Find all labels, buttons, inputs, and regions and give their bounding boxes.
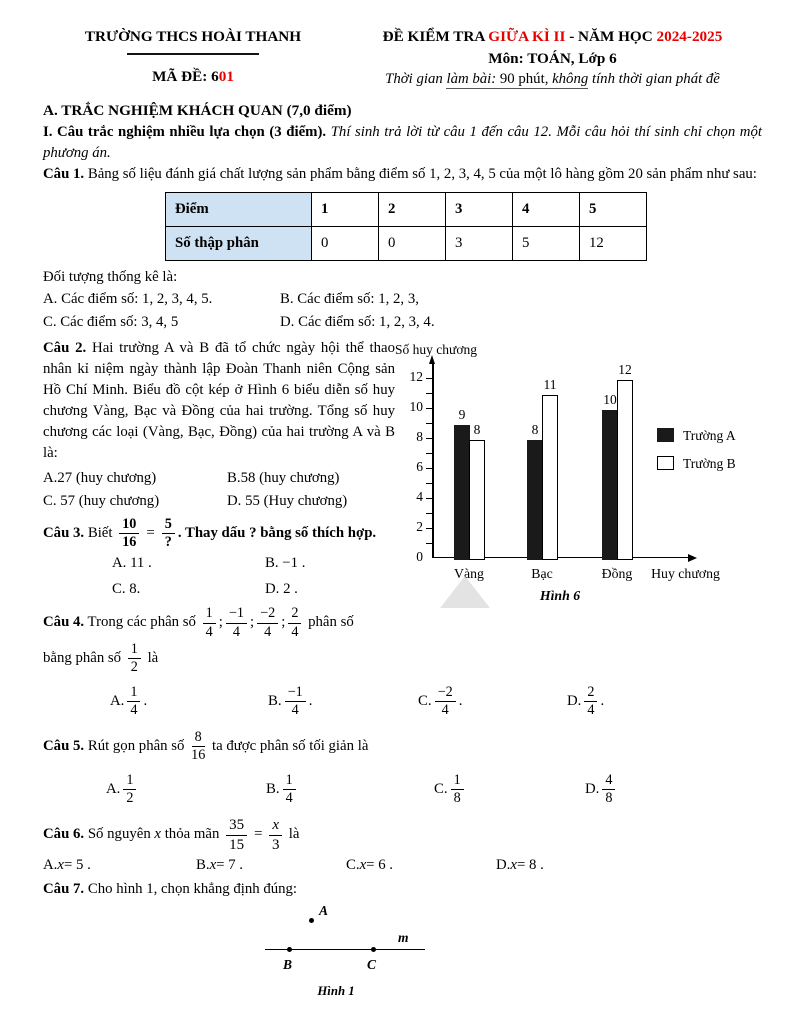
bar-value-label: 10 [603,392,617,408]
q4-option-a: A. $\frac{1}{4}$ . [110,683,148,719]
x-category-label: Bạc [531,565,553,581]
fraction: $\frac{5}{?}$ [162,517,175,551]
q4-option-d: D. $\frac{2}{4}$ . [567,683,605,719]
section-a-title: A. TRẮC NGHIỆM KHÁCH QUAN (7,0 điểm) [43,102,352,120]
q5-option-b: B. $\frac{1}{4}$ [266,763,299,815]
chart-y-ticks [426,378,432,544]
q3-option-c: C. 8. [112,580,141,597]
q3-option-a: A. 11 . [112,554,152,571]
q1-statement: Câu 1. Bảng số liệu đánh giá chất lượng sản phẩm bằng điểm số 1, 2, 3, 4, 5 của một lô hàng gồm 20 sản phẩm như sau: [43,165,757,182]
bar-truong-b-bac [542,395,558,560]
q3-option-d: D. 2 . [265,580,298,597]
q6-option-d: D. x = 8 . [496,857,544,874]
chart-y-axis-label: Số huy chương [395,341,477,357]
q1-prompt: Đối tượng thống kê là: [43,268,178,285]
fraction: $\frac{4}{8}$ [602,773,615,807]
legend-swatch-black [657,428,674,442]
x-tick [557,550,558,559]
header-divider [127,53,259,55]
point-b-dot [287,947,292,952]
chart-caption: Hình 6 [539,587,581,603]
q2-option-d: D. 55 (Huy chương) [227,492,348,509]
chart-y-axis [432,364,434,558]
chart-x-axis-label: Huy chương [651,565,720,581]
x-category-label: Đồng [601,565,633,581]
q5-option-c: C. $\frac{1}{8}$ [434,763,467,815]
legend-item-truong-a: Trường A [657,426,736,445]
q4-statement-line2: bằng phân số $\frac{1}{2}$ là [43,641,159,676]
y-tick-label: 8 [416,428,423,444]
q3-option-b: B. −1 . [265,554,306,571]
q1-option-a: A. Các điểm số: 1, 2, 3, 4, 5. [43,290,213,307]
fraction: $\frac{-1}{4}$ [285,685,306,719]
point-a-dot [309,918,314,923]
fraction: $\frac{1}{2}$ [128,642,141,676]
chart-y-axis-arrow [429,355,435,364]
point-c-dot [371,947,376,952]
bar-truong-a-vang [454,425,470,560]
fraction: $\frac{2}{4}$ [584,685,597,719]
q1-options-row1 [43,288,762,311]
point-a-label: A [319,902,329,918]
q2-options-row1 [43,467,395,490]
x-tick [484,550,485,559]
q5-option-a: A. $\frac{1}{2}$ [106,763,139,815]
legend-swatch-white [657,456,674,470]
legend-item-truong-b: Trường B [657,454,736,473]
point-b-label: B [283,956,293,972]
q1-option-b: B. Các điểm số: 1, 2, 3, [280,290,419,307]
fraction: $\frac{x}{3}$ [269,817,282,852]
q4-option-c: C. $\frac{-2}{4}$ . [418,683,463,719]
q3-options-row2 [43,576,395,602]
q2-option-c: C. 57 (huy chương) [43,492,160,509]
table-row: Số thập phân 0 0 3 5 12 [166,226,647,260]
y-tick-label: 0 [416,548,423,564]
bar-value-label: 8 [473,422,481,438]
fraction: $\frac{1}{8}$ [451,773,464,807]
fraction: $\frac{1}{4}$ [127,685,140,719]
q1-options-row2 [43,311,762,334]
bar-truong-a-bac [527,440,543,560]
q1-score-table [165,192,647,261]
header [43,26,762,90]
x-category-label: Vàng [454,565,484,581]
fraction: $\frac{10}{16}$ [119,517,139,551]
q3-statement: Câu 3. Biết $\frac{10}{16}$ = $\frac{5}{?}$ . Thay dấu ? bằng số thích hợp. [43,515,377,551]
q5-options-row [43,763,762,815]
line-m-label: m [398,929,409,945]
fraction: $\frac{2}{4}$ [288,606,301,640]
point-c-label: C [367,956,377,972]
header-left [43,26,343,90]
chart-legend [657,426,736,482]
q2-option-a: A.27 (huy chương) [43,469,157,486]
math-var-x: x [154,826,161,843]
exam-code: MÃ ĐỀ: 601 [152,67,234,85]
fraction: $\frac{1}{4}$ [203,606,216,640]
section-i-instructions: I. Câu trắc nghiệm nhiều lựa chọn (3 điểm). Thí sinh trả lời từ câu 1 đến câu 12. Mỗi câu hỏi thí sinh chỉ chọn một phương án. [43,123,762,161]
y-tick-label: 4 [416,488,423,504]
bar-value-label: 8 [531,422,539,438]
fraction: $\frac{1}{2}$ [123,773,136,807]
q2-options-row2 [43,490,395,513]
q1-option-d: D. Các điểm số: 1, 2, 3, 4. [280,313,435,330]
figure-caption: Hình 1 [317,983,355,998]
q4-option-b: B. $\frac{-1}{4}$ . [268,683,313,719]
q5-option-d: D. $\frac{4}{8}$ [585,763,618,815]
q2-chart-hinh6 [395,338,762,618]
q2-option-b: B.58 (huy chương) [227,469,340,486]
figure-hinh1 [43,902,762,998]
fraction: $\frac{1}{4}$ [283,773,296,807]
bar-value-label: 11 [543,377,557,393]
y-tick-label: 10 [409,398,423,414]
q1-option-c: C. Các điểm số: 3, 4, 5 [43,313,179,330]
fraction: $\frac{-2}{4}$ [435,685,456,719]
bar-truong-a-dong [602,410,618,560]
q6-statement: Câu 6. Số nguyên x thỏa mãn $\frac{35}{15}$ = $\frac{x}{3}$ là [43,817,300,853]
fraction: $\frac{-1}{4}$ [226,606,247,640]
header-right [343,26,762,90]
bar-value-label: 9 [458,407,466,423]
q6-option-a: A. x = 5 . [43,857,91,874]
q4-options-row [43,676,762,728]
fraction: $\frac{-2}{4}$ [257,606,278,640]
q7-statement: Câu 7. Cho hình 1, chọn khẳng định đúng: [43,880,298,897]
q2-statement: Câu 2. Hai trường A và B đã tổ chức ngày hội thể thao nhân kỉ niệm ngày thành lập Đoàn Thanh niên Cộng sản Hồ Chí Minh. Biểu đồ cột kép ở Hình 6 biểu diễn số huy chương Vàng, Bạc và Đồng của hai trường. Tổng số huy chương các loại (Vàng, Bạc, Đồng) của hai trường A và B là: [43,339,395,461]
q6-option-b: B. x = 7 . [196,857,243,874]
watermark-triangle [440,576,490,608]
fraction: $\frac{8}{16}$ [191,728,206,764]
fraction: $\frac{35}{15}$ [226,817,247,852]
school-name: TRƯỜNG THCS HOÀI THANH [84,28,302,45]
q5-statement: Câu 5. Rút gọn phân số $\frac{8}{16}$ ta được phân số tối giản là [43,728,369,764]
y-tick-label: 12 [409,368,423,384]
table-row: Điểm 1 2 3 4 5 [166,192,647,226]
y-tick-label: 2 [416,518,423,534]
exam-subject: Môn: TOÁN, Lớp 6 [488,49,617,67]
chart-x-axis-arrow [688,554,697,562]
q6-options-row [43,853,762,879]
q4-statement: Câu 4. Trong các phân số $\frac{1}{4}$ ; $\frac{-1}{4}$ ; $\frac{-2}{4}$ ; $\frac{2}{4}$ phân số [43,605,354,640]
bar-value-label: 12 [618,362,632,378]
exam-duration: Thời gian làm bài: 90 phút, không tính thời gian phát đề [385,71,720,88]
q3-options-row1 [43,550,395,576]
exam-title: ĐỀ KIỂM TRA GIỮA KÌ II - NĂM HỌC 2024-2025 [382,28,723,45]
y-tick-label: 6 [416,458,423,474]
x-tick [632,550,633,559]
bar-truong-b-dong [617,380,633,560]
q6-option-c: C. x = 6 . [346,857,393,874]
bar-truong-b-vang [469,440,485,560]
